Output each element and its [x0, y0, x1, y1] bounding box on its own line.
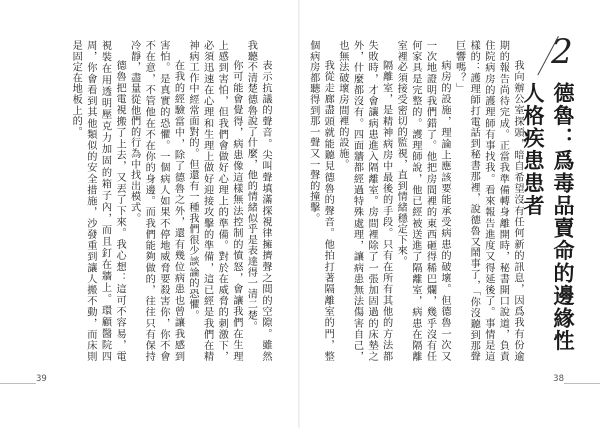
paragraph: 在我的經驗當中，除了德魯之外，還有幾位病患也曾讓我感到害怕。是真實的恐懼。一個病人如果不停地威脅要殺害你，你不會不在意，不管他在不在你的身邊。而我們能夠做的，往往只有保持冷靜，盡量從他們的行為中找出模式。: [128, 40, 184, 362]
right-page: [300, 0, 600, 428]
chapter-title: 德魯：爲毒品賣命的邊緣性人格疾患患者: [521, 82, 576, 352]
paragraph: 隔離室，是精神病房中最後的手段。只有在所有其他的方法都失敗時，才會讓病患進入隔離室。房間裡除了一張加固過的床墊之外，什麼都沒有。四面牆都經過特殊處理，讓病患無法傷害自己，也無法破壞房間裡的設施。: [336, 40, 392, 362]
footer-rule: [0, 383, 36, 384]
paragraph: 德魯把電視搬了上去，又丟了下來。我心想：這可不容易，電視裝在用透明壓克力加固的箱子內，而且釘在牆上。環顧醫院四周，你會看到其他類似的安全措施，沙發重到讓人搬不動，而床則是固定在地板上的。: [70, 40, 126, 362]
chapter-number: 2: [551, 32, 573, 72]
page-number: 38: [553, 374, 564, 384]
paragraph: 我從走廊盡頭就能聽見德魯的聲音。他拍打著隔離室的門，整個病房都聽得到那一聲又一聲的撞擊。: [307, 40, 334, 362]
left-page-body: [26, 40, 272, 362]
right-page-body: [307, 40, 524, 362]
paragraph: 表示抗議的聲音。尖叫聲填滿探視律擁擠聲之間的空隙。雖然我聽不清楚德魯說了什麼，他的情緒似乎是表達得一清二楚。: [245, 40, 271, 362]
footer-rule: [564, 383, 600, 384]
paragraph: 病房的設施，理論上應該要能承受病患的破壞。但德魯一次又一次地證明我們錯了。他把房間裡的東西砸得稀巴爛，幾乎沒有任何家具是完整的。護理師說，他已經被送進了隔離室，病患在隔離室裡必須接受密切的監視，直到情緒穩定下來。: [395, 40, 451, 362]
paragraph: 我向辦公室探頭，暗自希望沒有任何新的訊息，因爲我有份逾期的報告尚待完成。正當我準備轉身離開時，秘書開口說道，負責住院病房的護理師有事找我。看來報告進度又得延後了。事情是這樣的：護理師打電話到秘書那裡，說德魯又鬧事了，「你沒聽到那聲巨響嗎？」: [453, 40, 523, 362]
paragraph: 你可能會覺得，病患像這樣無法控制的憤怒，會讓我們在生理上感到害怕，但我們會做好心理上的準備。對於在威脅的刺激下，必須迅速在心理和生理上做好迎接攻擊的準備，這已經是我們在精神病工作中經常面對的。但還有一種我們很少談論的恐懼。: [187, 40, 242, 362]
page-number: 39: [36, 374, 47, 384]
